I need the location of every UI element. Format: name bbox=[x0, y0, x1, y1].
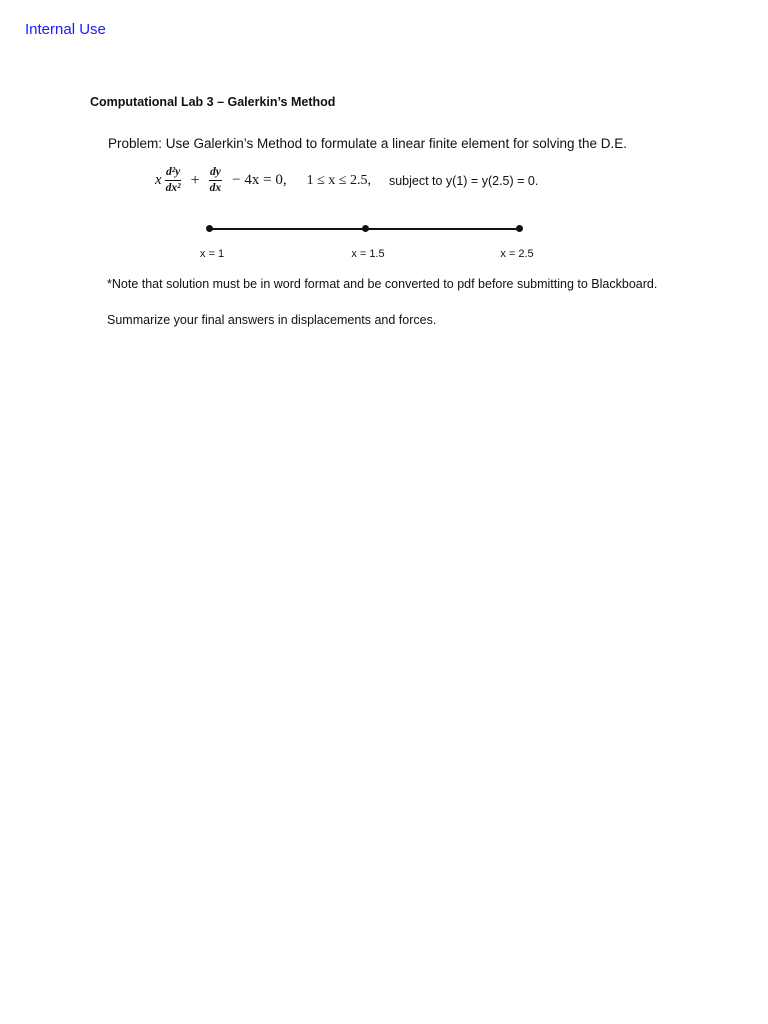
second-derivative-fraction bbox=[165, 166, 182, 195]
node-label: x = 1 bbox=[199, 248, 225, 260]
classification-label: Internal Use bbox=[25, 21, 106, 38]
node-marker bbox=[516, 225, 523, 232]
node-marker bbox=[362, 225, 369, 232]
plus-operator: + bbox=[190, 171, 200, 189]
equation-remainder: − 4x = 0, bbox=[232, 172, 287, 188]
differential-equation bbox=[155, 166, 538, 195]
equation-lead-variable: x bbox=[155, 172, 162, 188]
first-derivative-denominator: dx bbox=[209, 182, 222, 194]
domain-range: 1 ≤ x ≤ 2.5, bbox=[306, 172, 371, 188]
node-marker bbox=[206, 225, 213, 232]
node-label: x = 2.5 bbox=[500, 248, 534, 260]
second-derivative-denominator: dx² bbox=[165, 182, 181, 194]
lab-title: Computational Lab 3 – Galerkin’s Method bbox=[90, 95, 336, 109]
problem-statement: Problem: Use Galerkin’s Method to formulate a linear finite element for solving the D.E. bbox=[108, 136, 627, 151]
submission-note: *Note that solution must be in word format and be converted to pdf before submitting to Blackboard. bbox=[107, 277, 658, 291]
first-derivative-numerator: dy bbox=[209, 166, 222, 181]
first-derivative-fraction bbox=[209, 166, 223, 195]
second-derivative-numerator: d²y bbox=[165, 166, 181, 181]
boundary-conditions: subject to y(1) = y(2.5) = 0. bbox=[388, 173, 539, 188]
node-label: x = 1.5 bbox=[351, 248, 385, 260]
summary-instruction: Summarize your final answers in displacements and forces. bbox=[107, 313, 437, 327]
